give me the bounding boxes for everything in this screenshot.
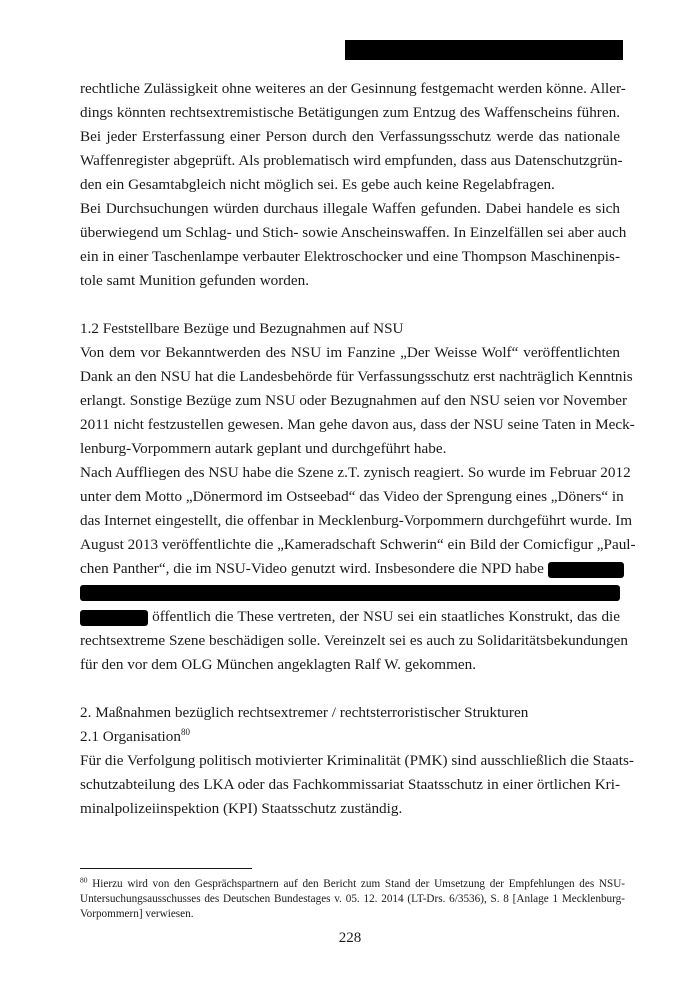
- text-line: Von dem vor Bekanntwerden des NSU im Fanzine „Der Weisse Wolf“ veröffentlichten: [80, 344, 620, 361]
- text-line: das Internet eingestellt, die offenbar in Mecklenburg-Vorpommern durchgeführt wurde. Im: [80, 512, 633, 529]
- text-line: 2011 nicht festzustellen gewesen. Man gehe davon aus, dass der NSU seine Taten in Meck-: [80, 416, 635, 433]
- text-line: tole samt Munition gefunden worden.: [80, 272, 310, 289]
- paragraph-fanzine: [80, 341, 635, 461]
- paragraph-pmk: [80, 749, 634, 821]
- footnote-number: 80: [80, 875, 88, 885]
- text-line: ein in einer Taschenlampe verbauter Elektroschocker und eine Thompson Maschinenpis-: [80, 248, 620, 265]
- text-line: schutzabteilung des LKA oder das Fachkommissariat Staatsschutz in einer örtlichen Kri-: [80, 776, 620, 793]
- footnote-separator: [80, 868, 252, 869]
- page-number: 228: [338, 930, 362, 946]
- footnote-80: [80, 877, 625, 922]
- redaction-bar-inline: [548, 562, 624, 578]
- text-fragment: öffentlich die These vertreten, der NSU sei ein staatliches Konstrukt, das die: [152, 608, 620, 625]
- text-line: überwiegend um Schlag- und Stich- sowie Anscheinswaffen. In Einzelfällen sei aber auch: [80, 224, 627, 241]
- section-heading-2: 2. Maßnahmen bezüglich rechtsextremer / rechtsterroristischer Strukturen: [80, 704, 529, 721]
- text-line: den ein Gesamtabgleich nicht möglich sei. Es gebe auch keine Regelabfragen.: [80, 176, 555, 193]
- paragraph-szene-reaktion: [80, 461, 636, 677]
- text-fragment: chen Panther“, die im NSU-Video genutzt wird. Insbesondere die NPD habe: [80, 560, 544, 577]
- paragraph-waffenregister: [80, 77, 626, 197]
- text-line: August 2013 veröffentlichte die „Kameradschaft Schwerin“ ein Bild der Comicfigur „Paul-: [80, 536, 636, 553]
- text-line: Für die Verfolgung politisch motivierter Kriminalität (PMK) sind ausschließlich die Staats-: [80, 752, 634, 769]
- text-line: dings könnten rechtsextremistische Betätigungen zum Entzug des Waffenscheins führen.: [80, 104, 620, 121]
- text-line: minalpolizeiinspektion (KPI) Staatsschutz zuständig.: [80, 800, 403, 817]
- footnote-text: Hierzu wird von den Gesprächspartnern auf den Bericht zum Stand der Umsetzung der Empfehlungen des NSU-Untersuchungsausschusses des Deutschen Bundestages v. 05. 12. 2014 (LT-Drs. 6/3536), S. 8 [Anlage 1 Mecklenburg-Vorpommern] verwiesen.: [80, 878, 625, 920]
- section-heading-2-1: [80, 725, 620, 749]
- redaction-bar-full-line: [80, 585, 620, 601]
- text-line: rechtliche Zulässigkeit ohne weiteres an der Gesinnung festgemacht werden könne. Aller-: [80, 80, 626, 97]
- section-heading-1-2: 1.2 Feststellbare Bezüge und Bezugnahmen auf NSU: [80, 320, 404, 337]
- text-line-with-redaction: [80, 605, 620, 629]
- redaction-bar-header: [345, 40, 623, 60]
- text-line: erlangt. Sonstige Bezüge zum NSU oder Bezugnahmen auf den NSU seien vor November: [80, 392, 628, 409]
- text-line: unter dem Motto „Dönermord im Ostseebad“ das Video der Sprengung eines „Döners“ in: [80, 488, 624, 505]
- redacted-line: [80, 581, 620, 605]
- footnote-reference[interactable]: 80: [180, 726, 190, 737]
- text-line: Waffenregister abgeprüft. Als problematisch wird empfunden, dass aus Datenschutzgrün-: [80, 152, 623, 169]
- text-line: Nach Auffliegen des NSU habe die Szene z.T. zynisch reagiert. So wurde im Februar 2012: [80, 464, 631, 481]
- text-line: für den vor dem OLG München angeklagten Ralf W. gekommen.: [80, 656, 477, 673]
- text-line-with-redaction: [80, 557, 620, 581]
- text-line: rechtsextreme Szene beschädigen solle. Vereinzelt sei es auch zu Solidaritätsbekundungen: [80, 632, 628, 649]
- redaction-bar-inline: [80, 610, 148, 626]
- text-line: Bei Durchsuchungen würden durchaus illegale Waffen gefunden. Dabei handele es sich: [80, 200, 620, 217]
- body-text: [80, 77, 636, 821]
- heading-text: 2.1 Organisation: [80, 728, 181, 745]
- text-line: Bei jeder Ersterfassung einer Person durch den Verfassungsschutz werde das nationale: [80, 128, 620, 145]
- text-line: Dank an den NSU hat die Landesbehörde für Verfassungsschutz erst nachträglich Kenntnis: [80, 368, 633, 385]
- paragraph-durchsuchungen: [80, 197, 627, 293]
- text-line: lenburg-Vorpommern autark geplant und durchgeführt habe.: [80, 440, 447, 457]
